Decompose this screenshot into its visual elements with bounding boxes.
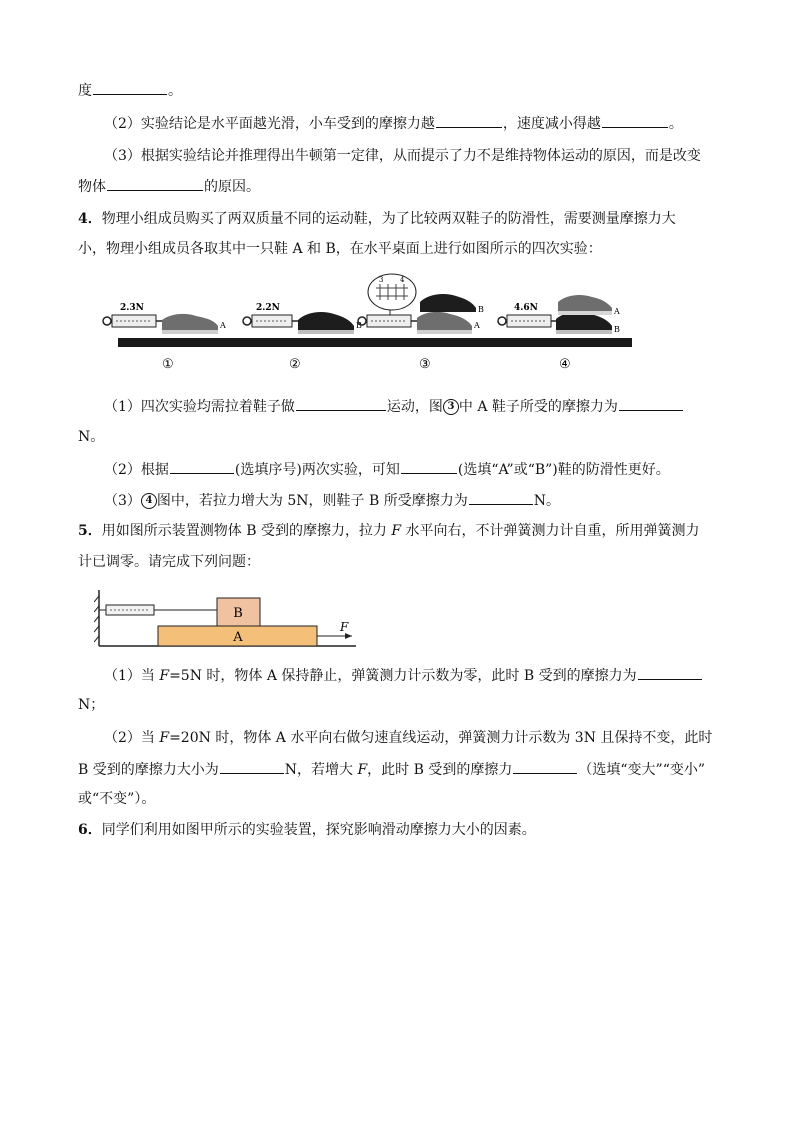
q4-stem-line2 [78, 239, 602, 259]
q5-friction-figure [94, 588, 364, 650]
q4-part2-text-a: （2）根据 [104, 462, 169, 478]
q5-stem-text-1a: 用如图所示装置测物体 B 受到的摩擦力，拉力 [101, 523, 392, 539]
q5-stem-text-2: 计已调零。请完成下列问题： [78, 554, 260, 570]
figure-label-4: ④ [559, 357, 571, 372]
q3-answer-blank-1[interactable] [93, 80, 167, 95]
q5-part1-force: F [159, 668, 170, 684]
q5-part2-line3 [78, 789, 155, 809]
q4-part1-text-b: 运动，图 [386, 399, 443, 415]
figure-ref-3: 3 [443, 399, 459, 415]
reading-2: 2.2N [256, 303, 280, 313]
q3-answer-blank-2[interactable] [436, 113, 502, 128]
q3-part3-text-a: （3）根据实验结论并推理得出牛顿第一定律，从而提示了力不是维持物体运动的原因，而是改变 [104, 148, 701, 164]
q4-stem-text-1: 物理小组成员购买了两双质量不同的运动鞋，为了比较两双鞋子的防滑性，需要测量摩擦力大 [101, 211, 676, 227]
setup-3 [358, 274, 484, 334]
spring-scale-ring-1 [103, 317, 111, 325]
q4-number: 4． [78, 211, 102, 227]
shoe-label-2: B [356, 321, 362, 330]
q5-part2-force: F [159, 730, 170, 746]
q4-answer-blank-4[interactable] [401, 459, 457, 474]
reading-1: 2.3N [120, 303, 144, 313]
q3-line1 [78, 80, 182, 101]
q4-stem-line1 [78, 209, 676, 229]
q5-part2-text-h: 或“不变”）。 [78, 791, 156, 807]
q5-answer-blank-2[interactable] [220, 759, 284, 774]
q5-answer-blank-3[interactable] [513, 759, 577, 774]
q5-number: 5． [78, 523, 102, 539]
q4-part2-text-c: (选填“A”或“B”)鞋的防滑性更好。 [457, 462, 670, 478]
q4-part1-line1 [104, 396, 684, 417]
q5-stem-line1 [78, 521, 700, 541]
q5-part2-line1 [104, 728, 712, 748]
table-surface [118, 338, 632, 347]
shoe-label-3b: B [478, 305, 484, 314]
q4-part1-text-c: 中 A 鞋子所受的摩擦力为 [458, 399, 618, 415]
figure-label-3: ③ [419, 357, 431, 372]
q4-answer-blank-1[interactable] [296, 396, 386, 411]
q5-part2-text-g: （选填“变大”“变小” [578, 762, 706, 778]
reading-4: 4.6N [514, 303, 538, 313]
q5-part2-text-d: N，若增大 [284, 762, 358, 778]
q5-part1-text-b: =5N 时，物体 A 保持静止，弹簧测力计示数为零，此时 B 受到的摩擦力为 [169, 668, 637, 684]
q5-part2-text-c: B 受到的摩擦力大小为 [78, 762, 219, 778]
q5-answer-blank-1[interactable] [638, 665, 702, 680]
q4-shoe-figure [100, 270, 640, 376]
figure-label-2: ② [289, 357, 301, 372]
q4-part3 [104, 490, 560, 511]
q4-part1-text-a: （1）四次实验均需拉着鞋子做 [104, 399, 295, 415]
shoe-b-3 [420, 294, 476, 312]
q3-part3-line1 [104, 146, 701, 166]
q5-part2-text-a: （2）当 [104, 730, 160, 746]
q4-part1-text-d: N。 [78, 429, 105, 445]
q4-part1-line2 [78, 427, 104, 447]
figure-label-1: ① [162, 357, 174, 372]
q3-part2-text-c: 。 [668, 116, 683, 132]
spring-scale-ring-2 [243, 317, 251, 325]
block-a-label: A [233, 630, 243, 645]
setup-4 [498, 295, 620, 334]
shoe-a-3 [417, 312, 472, 332]
shoe-label-3a: A [474, 321, 480, 330]
shoe-label-4b: B [614, 325, 620, 334]
q4-part2 [104, 459, 670, 480]
q3-part3-line2 [78, 176, 260, 197]
q5-part2-line2 [78, 759, 705, 780]
q3-line1-text: 度 [78, 83, 92, 99]
q5-stem-text-1b: 水平向右，不计弹簧测力计自重，所用弹簧测力 [401, 523, 700, 539]
q3-answer-blank-4[interactable] [107, 176, 203, 191]
q5-part2-text-e: ，此时 B 受到的摩擦力 [367, 762, 513, 778]
force-label: F [340, 620, 349, 634]
q6-stem [78, 820, 536, 840]
q5-part2-force-2: F [357, 762, 368, 778]
q3-part2 [104, 113, 683, 134]
q4-answer-blank-3[interactable] [170, 459, 234, 474]
q4-answer-blank-5[interactable] [469, 490, 533, 505]
magnifier-bubble [368, 274, 416, 310]
q5-part1-line2 [78, 695, 104, 715]
q4-part3-text-a: 图中，若拉力增大为 5N，则鞋子 B 所受摩擦力为 [156, 493, 468, 509]
q5-part2-text-b: =20N 时，物体 A 水平向右做匀速直线运动，弹簧测力计示数为 3N 且保持不变，此时 [169, 730, 713, 746]
q3-part3-text-c: 的原因。 [204, 179, 260, 195]
spring-scale-ring-4 [498, 317, 506, 325]
q5-part1-text-c: N； [78, 697, 105, 713]
q4-part2-text-b: (选填序号)两次实验，可知 [234, 462, 400, 478]
q5-part1-line1 [104, 665, 703, 686]
q4-answer-blank-2[interactable] [619, 396, 683, 411]
q5-part1-text-a: （1）当 [104, 668, 160, 684]
scale-digit-3: 3 [379, 276, 384, 284]
q3-part2-text-a: （2）实验结论是水平面越光滑，小车受到的摩擦力越 [104, 116, 435, 132]
shoe-b-2 [298, 312, 354, 332]
block-b-label: B [233, 606, 243, 621]
q3-part3-text-b: 物体 [78, 179, 106, 195]
q3-line1-end: 。 [168, 83, 182, 99]
q6-stem-text: 同学们利用如图甲所示的实验装置，探究影响滑动摩擦力大小的因素。 [101, 822, 536, 838]
setup-2 [243, 303, 362, 334]
figure-ref-4: 4 [141, 493, 157, 509]
shoe-a-1 [162, 314, 218, 332]
setup-1 [103, 303, 226, 334]
q4-part3-prefix: （3） [104, 493, 141, 509]
q4-part3-text-b: N。 [533, 493, 560, 509]
q3-answer-blank-3[interactable] [602, 113, 668, 128]
shoe-a-4 [558, 295, 612, 313]
q3-part2-text-b: ，速度减小得越 [502, 116, 601, 132]
shoe-label-1: A [220, 321, 226, 330]
shoe-label-4a: A [614, 307, 620, 316]
q4-stem-text-2: 小，物理小组成员各取其中一只鞋 A 和 B，在水平桌面上进行如图所示的四次实验： [78, 241, 602, 257]
q5-stem-line2 [78, 552, 260, 572]
q5-stem-force-symbol: F [391, 523, 402, 539]
q6-number: 6． [78, 822, 102, 838]
scale-digit-4: 4 [400, 276, 405, 284]
